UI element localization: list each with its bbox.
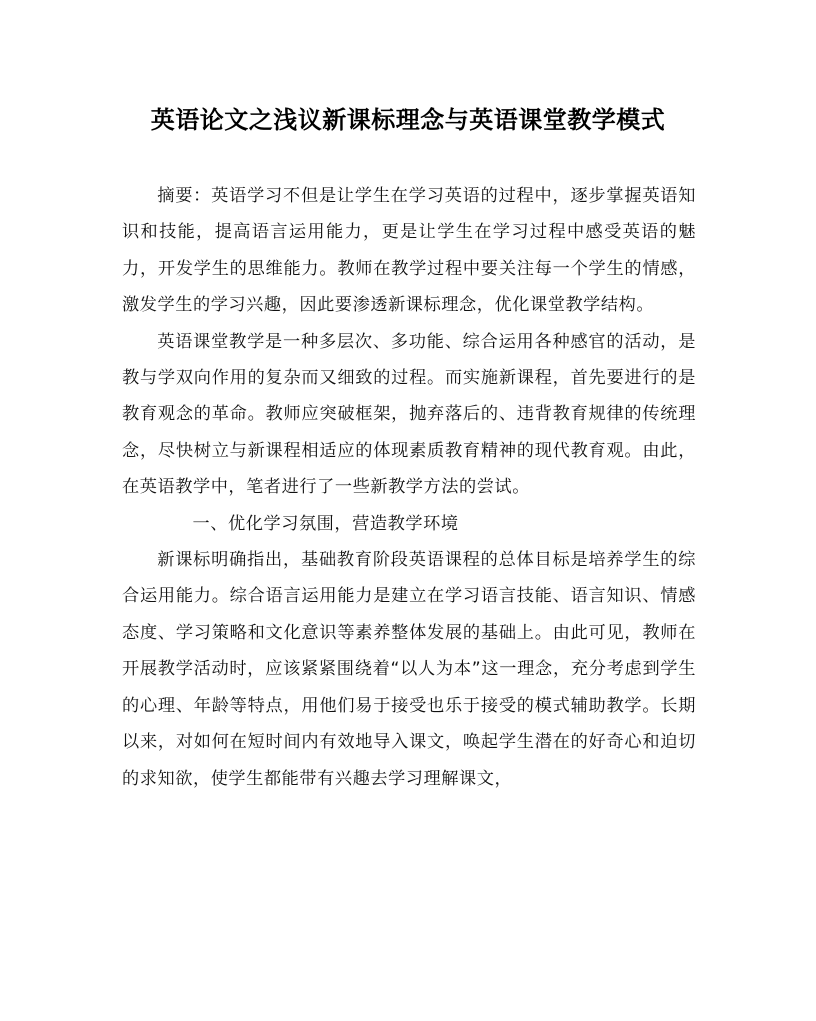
abstract-paragraph: 摘要：英语学习不但是让学生在学习英语的过程中，逐步掌握英语知识和技能，提高语言运用能力，更是让学生在学习过程中感受英语的魅力，开发学生的思维能力。教师在教学过程中要关注每一个学生的情感，激发学生的学习兴趣，因此要渗透新课标理念，优化课堂教学结构。 xyxy=(122,186,696,316)
section-paragraph: 新课标明确指出，基础教育阶段英语课程的总体目标是培养学生的综合运用能力。综合语言运用能力是建立在学习语言技能、语言知识、情感态度、学习策略和文化意识等素养整体发展的基础上。由此可见，教师在开展教学活动时，应该紧紧围绕着“以人为本”这一理念，充分考虑到学生的心理、年龄等特点，用他们易于接受也乐于接受的模式辅助教学。长期以来，对如何在短时间内有效地导入课文，唤起学生潜在的好奇心和迫切的求知欲，使学生都能带有兴趣去学习理解课文， xyxy=(122,550,696,789)
intro-paragraph: 英语课堂教学是一种多层次、多功能、综合运用各种感官的活动，是教与学双向作用的复杂而又细致的过程。而实施新课程，首先要进行的是教育观念的革命。教师应突破框架，抛弃落后的、违背教育规律的传统理念，尽快树立与新课程相适应的体现素质教育精神的现代教育观。由此，在英语教学中，笔者进行了一些新教学方法的尝试。 xyxy=(122,331,696,498)
section-heading: 一、优化学习氛围，营造教学环境 xyxy=(192,513,459,534)
document-title: 英语论文之浅议新课标理念与英语课堂教学模式 xyxy=(150,105,666,134)
document-body xyxy=(122,178,696,797)
